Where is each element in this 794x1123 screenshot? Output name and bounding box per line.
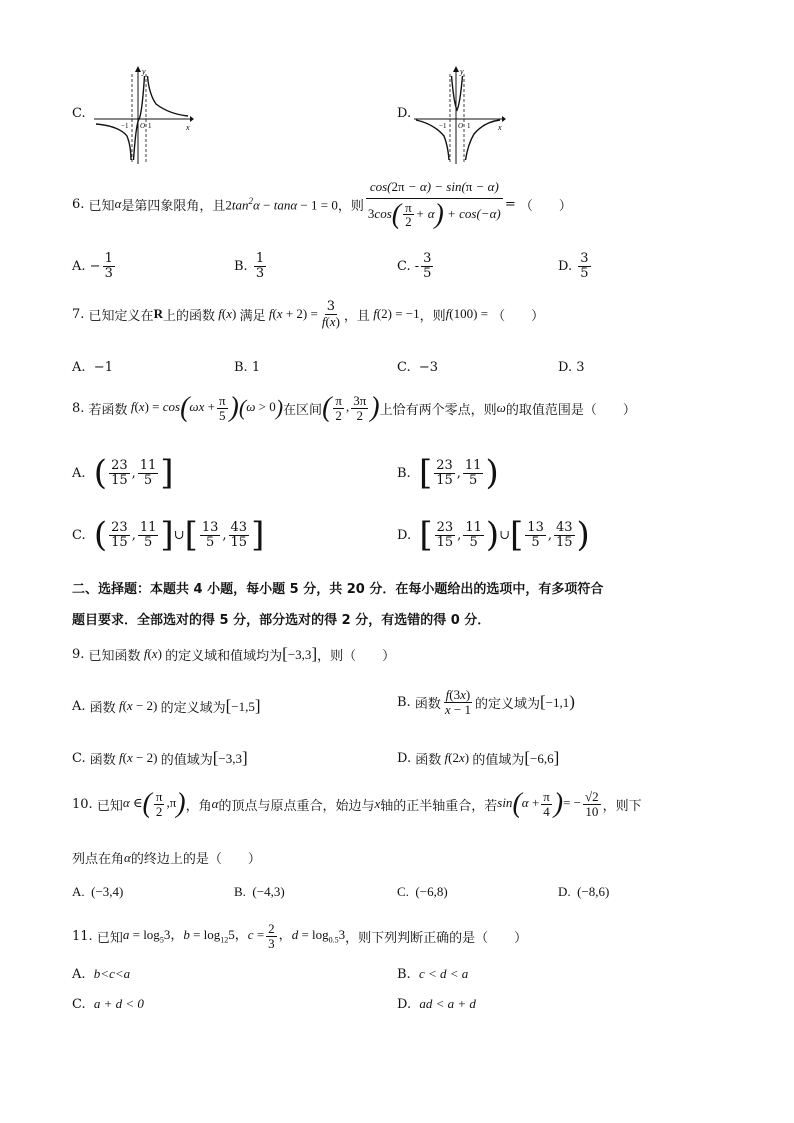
q10-stem-e: ，则下 <box>602 798 642 814</box>
q7-given: f(2) = −1 <box>369 306 420 322</box>
q10-option-value: (−3,4) <box>91 884 124 899</box>
q10-option-label: B. <box>234 884 246 899</box>
q6-option-label: C. <box>397 258 411 274</box>
q11-option-d <box>397 996 476 1012</box>
q5-d-label: D. <box>397 106 412 121</box>
q7-stem-e: ，则 <box>419 308 446 324</box>
q8-stem-c: 上恰有两个零点，则 <box>379 402 497 418</box>
q6-stem-b: 是第四象限角，且 <box>121 198 226 214</box>
q11-option-value: b<c<a <box>93 966 131 981</box>
q11-option-b <box>397 966 468 982</box>
q5-d-o-label: O <box>458 122 464 130</box>
q11-stem-a: 已知 <box>96 930 123 946</box>
q5-c-one-label: 1 <box>148 122 152 130</box>
q10-number: 10. <box>72 796 93 812</box>
q9-option-post: 的值域为 <box>472 752 525 768</box>
q7-option-c <box>397 360 438 375</box>
q6-option-den: 5 <box>423 265 432 281</box>
q8-interval: ( $\frac{\pi}{2}$ , $\frac{3\pi}{2}$ ) <box>322 392 380 424</box>
q5-d-graph <box>414 64 506 164</box>
q11-option-value: a + d < 0 <box>93 996 144 1011</box>
q9-option-b: B. 函数 $\frac{f(3x)}{x - 1}$ 的定义域为 [−1,1) <box>397 687 575 717</box>
q10-stem <box>72 790 642 818</box>
q11-option-value: ad < a + d <box>419 996 476 1011</box>
q9-option-post: 的定义域为 <box>474 696 540 712</box>
q5-c-x-label: x <box>186 123 190 132</box>
q7-option-value: −3 <box>418 360 439 375</box>
q7-option-d <box>558 360 585 375</box>
q9-option-post: 的值域为 <box>160 752 213 768</box>
q7-option-value: 1 <box>251 360 261 375</box>
q10-option-value: (−4,3) <box>252 884 285 899</box>
q6-option-num: 1 <box>255 251 265 266</box>
q9-option-pre: 函数 <box>89 752 116 768</box>
q6-stem: 6. 已知 α 是第四象限角，且 $2\tan^2\alpha - \tan\alpha - 1 = 0$ ，则 cos(2π − α) − sin(π − α) 3cos( $\frac{\pi}{2}$ + α) + cos(−α) = （ ） <box>72 179 572 230</box>
q9-option-label: C. <box>72 750 86 766</box>
q10-option-b <box>234 884 285 900</box>
q10-line2-a: 列点在角 <box>72 852 125 867</box>
q7-stem <box>72 300 544 328</box>
q10-alpha: α <box>211 796 219 812</box>
q11-definitions: $a = \log_53$，$b = \log_{12}5$，c = $\frac{2}{3}$ ，$d = \log_{0.5}3$ <box>122 921 346 951</box>
section2-line1: 二、选择题：本题共 4 小题，每小题 5 分，共 20 分．在每小题给出的选项中，有多项符合 <box>72 582 604 597</box>
q6-expression: cos(2π − α) − sin(π − α) 3cos( $\frac{\pi}{2}$ + α) + cos(−α) <box>366 180 503 229</box>
q6-stem-d: （ ） <box>519 198 572 214</box>
q9-interval: [−3,3] <box>282 644 318 663</box>
q7-option-b <box>234 360 260 375</box>
q9-option-pre: 函数 <box>415 752 442 768</box>
q8-stem-d: 的取值范围是（ ） <box>505 402 636 418</box>
q9-fx: f(x) <box>140 646 162 661</box>
q5-d-neg1-label: −1 <box>439 122 447 130</box>
q7-relation: f(x + 2) = <box>265 306 318 322</box>
q7-option-label: A. <box>72 360 86 375</box>
q10-stem-line2 <box>72 848 261 867</box>
q6-option-label: D. <box>558 258 573 274</box>
q11-option-a <box>72 966 130 982</box>
q10-line2-b: 的终边上的是（ ） <box>130 852 261 867</box>
q9-option-label: B. <box>397 694 411 710</box>
q10-option-value: (−8,6) <box>577 884 610 899</box>
q11-number: 11. <box>72 928 93 944</box>
q8-omega: ω <box>496 400 506 416</box>
q6-number: 6. <box>72 196 85 212</box>
q5-d-one-label: 1 <box>467 122 471 130</box>
q7-number: 7. <box>72 306 85 322</box>
q8-number: 8. <box>72 400 85 416</box>
q8-stem-b: 在区间 <box>283 402 323 418</box>
q9-stem-c: ，则（ ） <box>317 648 396 664</box>
q5-d-y-label: y <box>460 67 464 76</box>
q7-target: f(100) = <box>445 306 489 322</box>
q10-option-c <box>397 884 448 900</box>
q6-option-b <box>234 252 268 280</box>
q6-option-den: 3 <box>255 265 265 281</box>
q9-option-d: D. 函数 f(2x) 的值域为 [−6,6] <box>397 748 560 768</box>
q8-option-label: A. <box>72 465 86 481</box>
q10-condition: sin(α + $\frac{\pi}{4}$ )= − $\frac{√2}{10}$ <box>497 788 599 820</box>
q6-option-d <box>558 252 593 280</box>
q7-stem-f: （ ） <box>492 308 545 324</box>
q7-stem-r: R <box>153 306 163 322</box>
q10-stem-b: ，角 <box>185 798 212 814</box>
q10-option-label: C. <box>397 884 409 899</box>
q11-option-label: D. <box>397 997 412 1012</box>
q6-stem-a: 已知 <box>88 198 115 214</box>
q8-option-label: D. <box>397 527 412 543</box>
q6-option-num: 3 <box>423 251 432 266</box>
q8-stem-a: 若函数 <box>88 402 128 418</box>
q6-option-c <box>397 252 435 280</box>
q5-c-graph <box>94 64 194 164</box>
q11-option-c <box>72 996 144 1012</box>
q8-stem <box>72 394 636 422</box>
q9-option-a: A. 函数 f(x − 2) 的定义域为 [−1,5] <box>72 696 261 716</box>
q9-option-c: C. 函数 f(x − 2) 的值域为 [−3,3] <box>72 748 248 768</box>
q7-stem-c: 满足 <box>239 308 266 324</box>
q6-option-num: 1 <box>104 251 113 266</box>
q5-c-y-label: y <box>142 67 146 76</box>
q9-option-post: 的定义域为 <box>160 700 226 716</box>
q5-c-o-label: O <box>140 122 146 130</box>
q10-domain: α ∈( $\frac{\pi}{2}$ ,π) <box>122 788 186 820</box>
q9-option-pre: 函数 <box>414 696 441 712</box>
q9-stem-b: 的定义域和值域均为 <box>165 648 283 664</box>
q6-option-label: A. <box>72 258 86 274</box>
q5-d-x-label: x <box>498 123 502 132</box>
q6-option-sign: - <box>414 258 420 274</box>
q11-option-label: C. <box>72 997 86 1012</box>
q9-stem <box>72 644 395 664</box>
q7-fx: f(x) <box>214 306 237 322</box>
q10-option-value: (−6,8) <box>415 884 448 899</box>
q7-relation-frac: $\frac{3}{f(x)}$ <box>321 299 340 329</box>
q10-option-a <box>72 884 123 900</box>
q6-condition: $2\tan^2\alpha - \tan\alpha - 1 = 0$ <box>225 195 338 213</box>
q7-option-label: D. <box>558 360 573 375</box>
q6-option-den: 3 <box>104 265 113 281</box>
q10-stem-a: 已知 <box>96 798 123 814</box>
q10-option-label: D. <box>558 884 571 899</box>
q7-option-label: C. <box>397 360 411 375</box>
q7-stem-d: ，且 <box>343 308 370 324</box>
q8-function: f(x) = cos(ωx + $\frac{\pi}{5}$ )(ω > 0) <box>127 392 284 424</box>
q10-stem-c: 的顶点与原点重合，始边与 <box>218 798 375 814</box>
q6-option-num: 3 <box>580 251 589 266</box>
q10-alpha-2: α <box>124 849 131 865</box>
q7-option-label: B. <box>234 360 248 375</box>
q5-c-neg1-label: −1 <box>121 122 129 130</box>
q8-option-label: C. <box>72 527 86 543</box>
q8-option-d: D. [ $\frac{23}{15}$ , $\frac{11}{5}$ ) ∪ [ $\frac{13}{5}$ , $\frac{43}{15}$ ) <box>397 515 590 555</box>
q6-option-den: 5 <box>580 265 589 281</box>
q7-option-a <box>72 360 113 375</box>
q11-stem <box>72 922 527 950</box>
q6-option-label: B. <box>234 258 248 274</box>
q10-x-axis: x <box>374 796 381 812</box>
q8-option-a: A. ( $\frac{23}{15}$ , $\frac{11}{5}$ ] <box>72 453 174 493</box>
q11-stem-b: ，则下列判断正确的是（ ） <box>345 930 528 946</box>
q11-option-value: c < d < a <box>418 966 469 981</box>
q7-option-value: −1 <box>93 360 113 375</box>
q8-option-label: B. <box>397 465 411 481</box>
q9-option-label: D. <box>397 750 412 766</box>
section2-line2: 题目要求．全部选对的得 5 分，部分选对的得 2 分，有选错的得 0 分． <box>72 613 491 628</box>
q7-stem-a: 已知定义在 <box>88 308 154 324</box>
q8-option-b: B. [ $\frac{23}{15}$ , $\frac{11}{5}$ ) <box>397 453 499 493</box>
q11-option-label: B. <box>397 967 411 982</box>
q6-option-sign: − <box>89 258 101 274</box>
q11-option-label: A. <box>72 967 86 982</box>
q10-option-d <box>558 884 609 900</box>
q8-option-c: C. ( $\frac{23}{15}$ , $\frac{11}{5}$ ] ∪ [ $\frac{13}{5}$ , $\frac{43}{15}$ ] <box>72 515 265 555</box>
q9-number: 9. <box>72 646 85 662</box>
q7-stem-b: 上的函数 <box>162 308 215 324</box>
q10-option-label: A. <box>72 884 85 899</box>
q9-stem-a: 已知函数 <box>88 648 141 664</box>
q6-alpha: α <box>114 196 122 212</box>
q9-option-label: A. <box>72 698 86 714</box>
q6-stem-c: ，则 <box>337 198 364 214</box>
q9-option-pre: 函数 <box>89 700 116 716</box>
q10-stem-d: 轴的正半轴重合，若 <box>380 798 498 814</box>
q5-c-label: C. <box>72 106 86 121</box>
q6-option-a <box>72 252 117 280</box>
q7-option-value: 3 <box>576 360 585 375</box>
